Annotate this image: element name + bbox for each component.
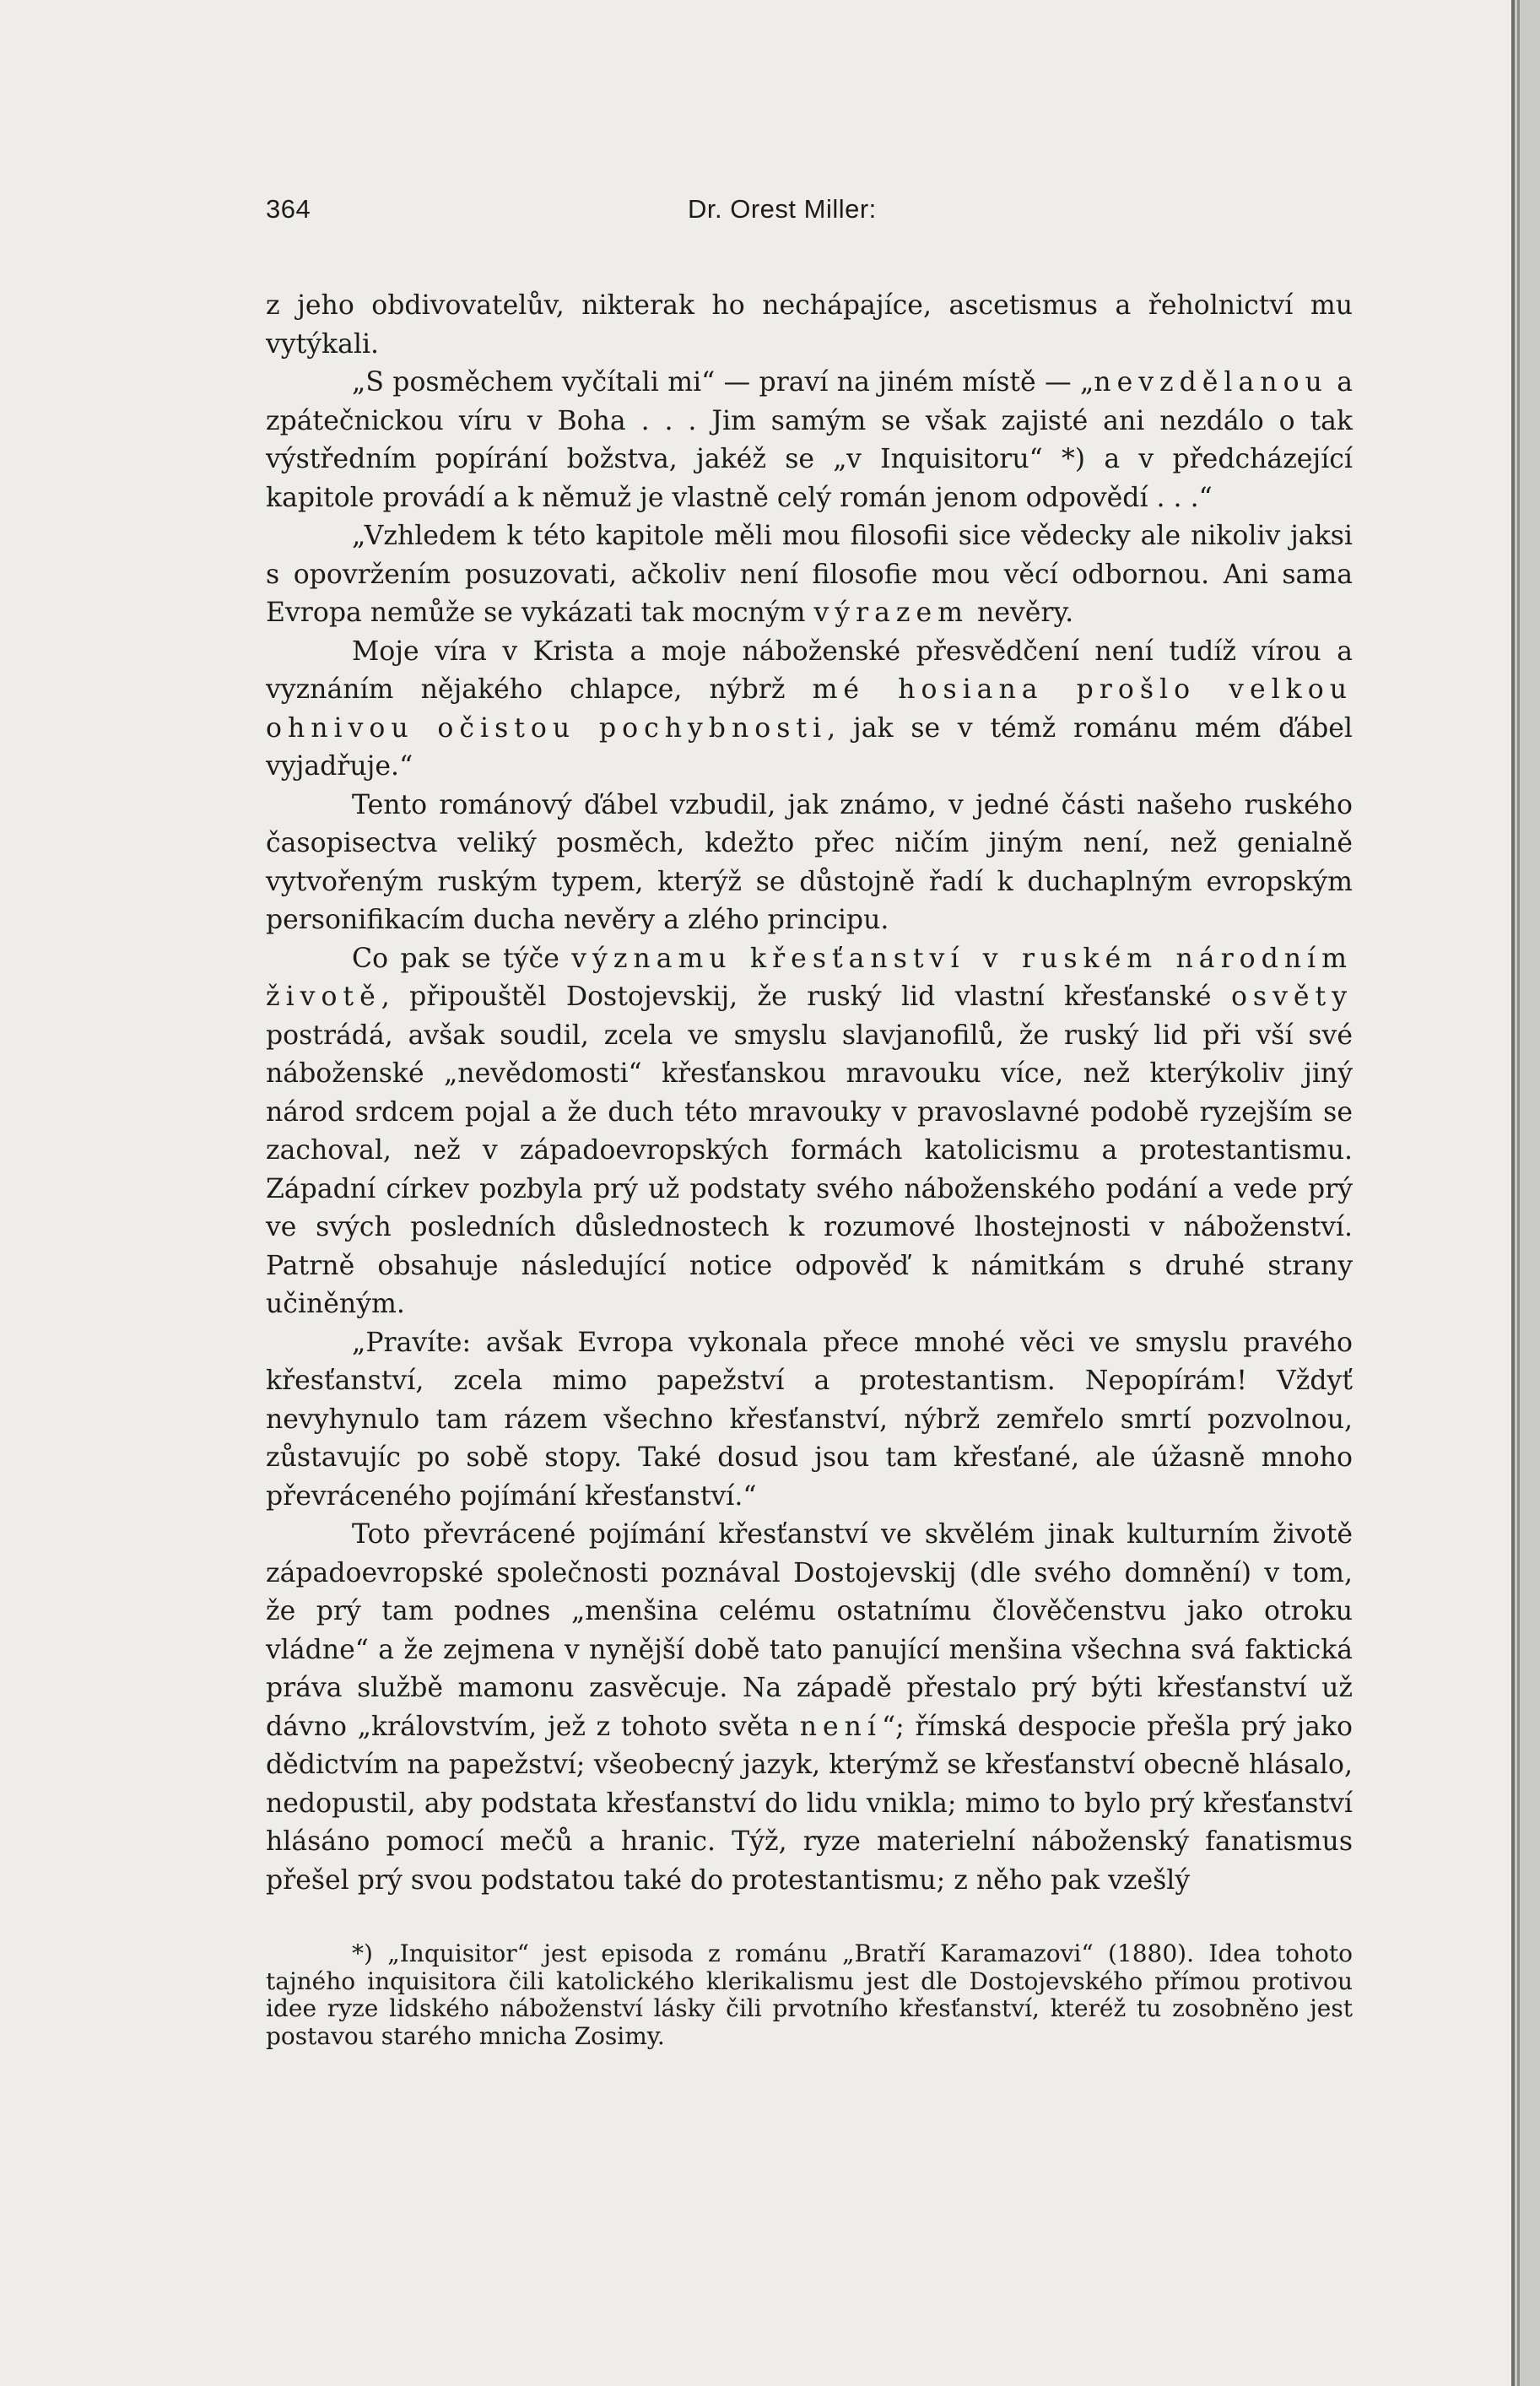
paragraph-2: „S posměchem vyčítali mi“ — praví na jiném místě — „nevzdělanou a zpátečnickou víru v Boha . . . Jim samým se však zajisté ani nezdálo o tak výstředním popírání božstva, jakéž se „v Inquisitoru“ *) a v předcházející kapitole provádí a k němuž je vlastně celý román jenom odpovědí . . .“ xyxy=(266,367,1353,513)
page-edge xyxy=(1517,0,1520,2386)
page-header xyxy=(266,194,1353,245)
spaced-emphasis: výrazem xyxy=(813,598,970,628)
spaced-emphasis: není xyxy=(799,1711,883,1742)
paragraph-7: „Pravíte: avšak Evropa vykonala přece mnohé věci ve smyslu pravého křesťanství, zcela mimo papežství a protestantism. Nepopírám! Vždyť nevyhynulo tam rázem všechno křesťanství, nýbrž zemřelo smrtí pozvolnou, zůstavujíc po sobě stopy. Také dosud jsou tam křesťané, ale úžasně mnoho převráceného pojímání křesťanství.“ xyxy=(266,1327,1353,1512)
paragraph-4: Moje víra v Krista a moje náboženské přesvědčení není tudíž vírou a vyznáním nějakého chlapce, nýbrž mé hosiana prošlo velkou ohnivou očistou pochybnosti, jak se v témž románu mém ďábel vyjadřuje.“ xyxy=(266,636,1354,782)
footnote-inquisitor: *) „Inquisitor“ jest episoda z románu „Bratří Karamazovi“ (1880). Idea tohoto tajného inquisitora čili katolického klerikalismu jest dle Dostojevského přímou protivou idee ryze lidského náboženství lásky čili prvotního křesťanství, kteréž tu zosobněno jest postavou starého mnicha Zosimy. xyxy=(266,1940,1353,2050)
footnotes xyxy=(266,1940,1353,2050)
spaced-emphasis: významu křesťanství v ruském národním životě xyxy=(266,943,1353,1012)
spaced-emphasis: mé hosiana prošlo velkou ohnivou očistou pochybnosti xyxy=(266,674,1354,744)
spaced-emphasis: nevzdělanou xyxy=(1094,367,1328,398)
page-number: 364 xyxy=(266,194,311,224)
body-text xyxy=(266,287,1353,1900)
paragraph-8: Toto převrácené pojímání křesťanství ve skvělém jinak kulturním životě západoevropské společnosti poznával Dostojevskij (dle svého domnění) v tom, že prý tam podnes „menšina celému ostatnímu člověčenstvu jako otroku vládne“ a že zejmena v nynější době tato panující menšina všechna svá faktická práva službě mamonu zasvěcuje. Na západě přestalo prý býti křesťanství už dávno „královstvím, jež z tohoto světa není“; římská despocie přešla prý jako dědictvím na papežství; všeobecný jazyk, kterýmž se křesťanství obecně hlásalo, nedopustil, aby podstata křesťanství do lidu vnikla; mimo to bylo prý křesťanství hlásáno pomocí mečů a hranic. Týž, ryze materielní náboženský fanatismus přešel prý svou podstatou také do protestantismu; z něho pak vzešlý xyxy=(266,1519,1353,1896)
paragraph-5: Tento románový ďábel vzbudil, jak známo, v jedné části našeho ruského časopisectva veliký posměch, kdežto přec ničím jiným není, než genialně vytvořeným ruským typem, kterýž se důstojně řadí k duchaplným evropským personifikacím ducha nevěry a zlého principu. xyxy=(266,789,1353,935)
paragraph-6: Co pak se týče významu křesťanství v ruském národním životě, připouštěl Dostojevskij, že ruský lid vlastní křesťanské osvěty postrádá, avšak soudil, zcela ve smyslu slavjanofilů, že ruský lid při vší své náboženské „nevědomosti“ křesťanskou mravouku více, než kterýkoliv jiný národ srdcem pojal a že duch této mravouky v pravoslavné podobě ryzejším se zachoval, než v západoevropských formách katolicismu a protestantismu. Západní církev pozbyla prý už podstaty svého náboženského podání a vede prý ve svých posledních důslednostech k rozumové lhostejnosti v náboženství. Patrně obsahuje následující notice odpověď k námitkám s druhé strany učiněným. xyxy=(266,943,1353,1319)
paragraph-1: z jeho obdivovatelův, nikterak ho nechápajíce, ascetismus a řeholnictví mu vytýkali. xyxy=(266,290,1353,360)
spaced-emphasis: osvěty xyxy=(1230,982,1353,1012)
paragraph-3: „Vzhledem k této kapitole měli mou filosofii sice vědecky ale nikoliv jaksi s opovržením posuzovati, ačkoliv není filosofie mou věcí odbornou. Ani sama Evropa nemůže se vykázati tak mocným výrazem nevěry. xyxy=(266,521,1353,628)
text-block xyxy=(266,194,1353,2050)
running-head: Dr. Orest Miller: xyxy=(688,194,877,224)
